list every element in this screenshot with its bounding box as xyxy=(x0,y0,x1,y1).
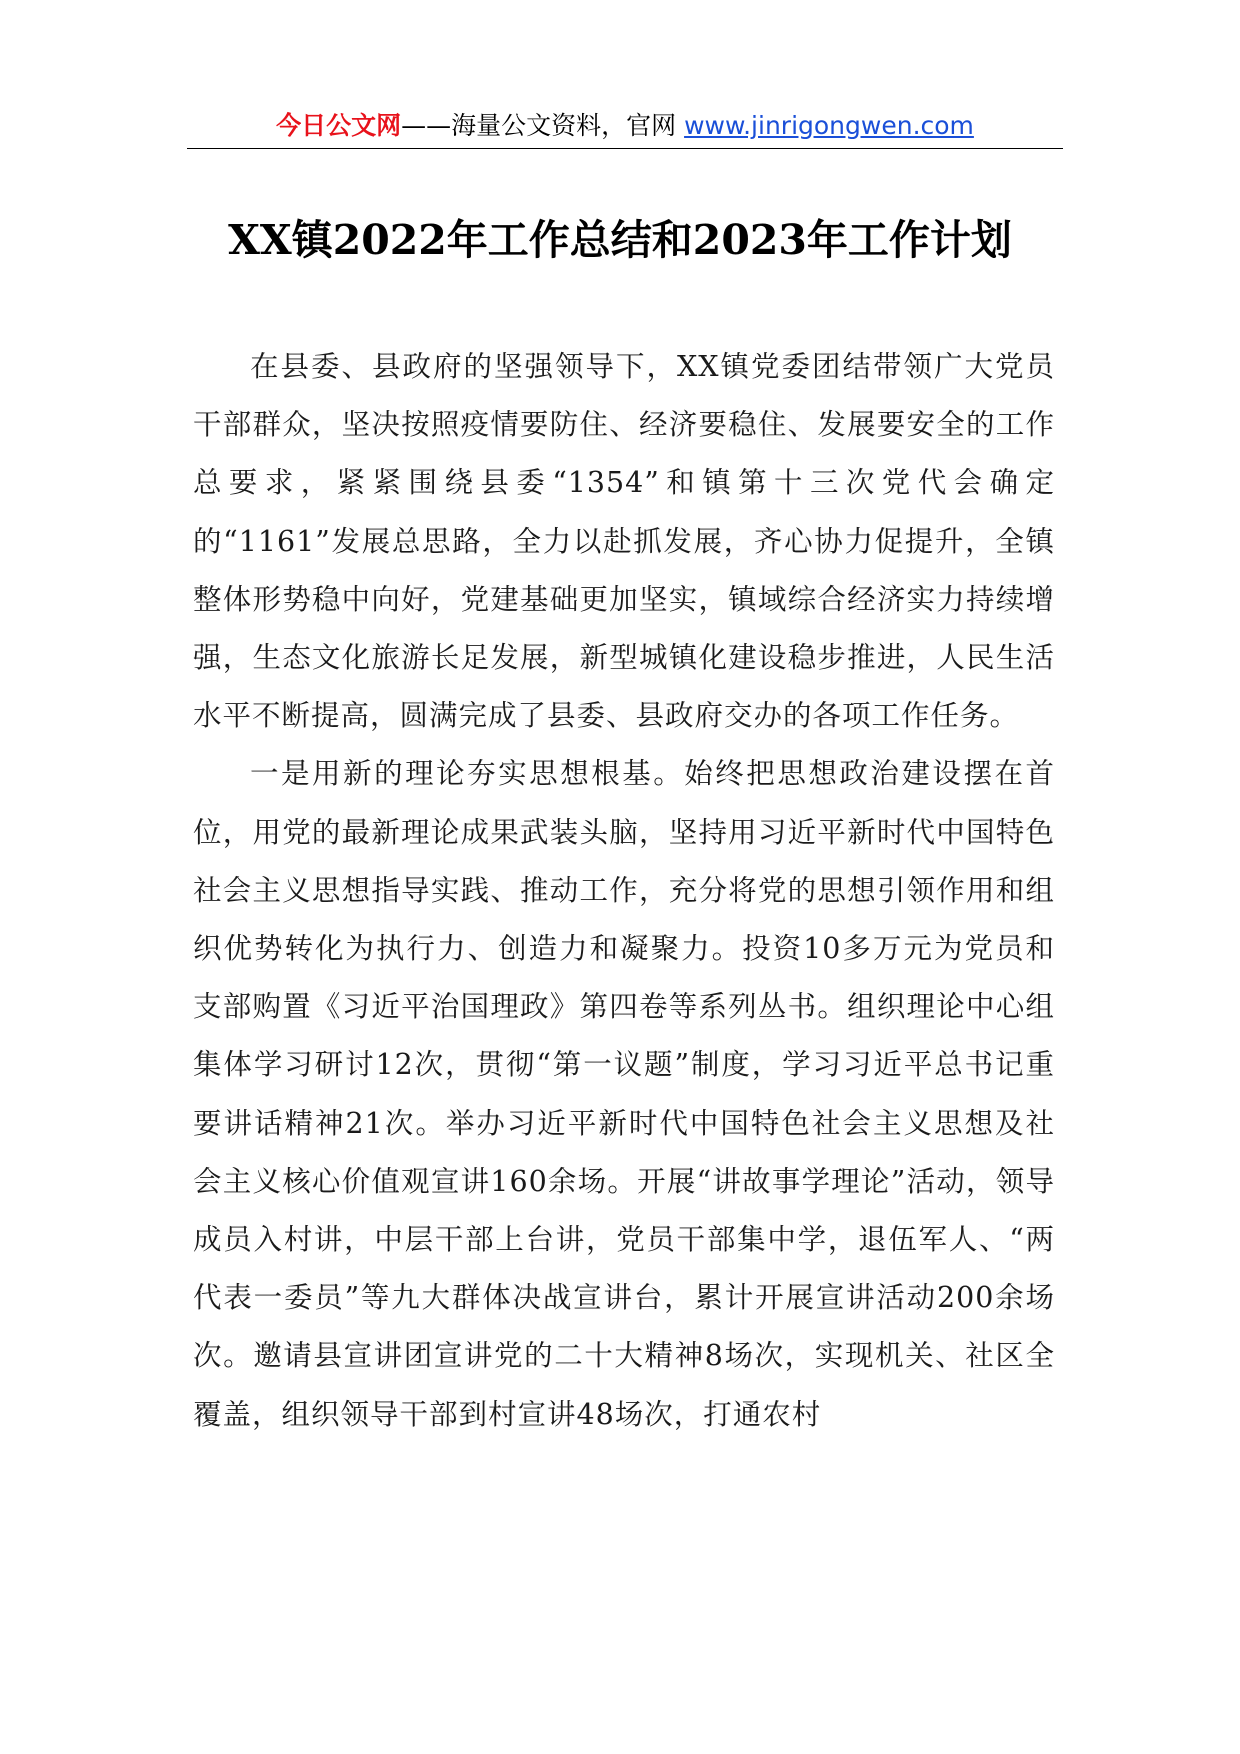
site-brand: 今日公文网 xyxy=(276,111,402,140)
site-header xyxy=(187,106,1063,146)
site-tagline: ——海量公文资料，官网 xyxy=(401,111,685,140)
header-divider xyxy=(187,148,1063,149)
paragraph-theory: 一是用新的理论夯实思想根基。始终把思想政治建设摆在首位，用党的最新理论成果武装头脑，坚持用习近平新时代中国特色社会主义思想指导实践、推动工作，充分将党的思想引领作用和组织优势转化为执行力、创造力和凝聚力。投资10多万元为党员和支部购置《习近平治国理政》第四卷等系列丛书。组织理论中心组集体学习研讨12次，贯彻“第一议题”制度，学习习近平总书记重要讲话精神21次。举办习近平新时代中国特色社会主义思想及社会主义核心价值观宣讲160余场。开展“讲故事学理论”活动，领导成员入村讲，中层干部上台讲，党员干部集中学，退伍军人、“两代表一委员”等九大群体决战宣讲台，累计开展宣讲活动200余场次。邀请县宣讲团宣讲党的二十大精神8场次，实现机关、社区全覆盖，组织领导干部到村宣讲48场次，打通农村 xyxy=(193,757,1055,1431)
document-title: XX镇2022年工作总结和2023年工作计划 xyxy=(228,216,1012,264)
paragraph-intro: 在县委、县政府的坚强领导下，XX镇党委团结带领广大党员干部群众，坚决按照疫情要防住、经济要稳住、发展要安全的工作总要求，紧紧围绕县委“1354”和镇第十三次党代会确定的“1161”发展总思路，全力以赴抓发展，齐心协力促提升，全镇整体形势稳中向好，党建基础更加坚实，镇域综合经济实力持续增强，生态文化旅游长足发展，新型城镇化建设稳步推进，人民生活水平不断提高，圆满完成了县委、县政府交办的各项工作任务。 xyxy=(193,350,1055,733)
site-url-link[interactable]: www.jinrigongwen.com xyxy=(684,111,974,140)
document-body xyxy=(193,338,1055,1444)
